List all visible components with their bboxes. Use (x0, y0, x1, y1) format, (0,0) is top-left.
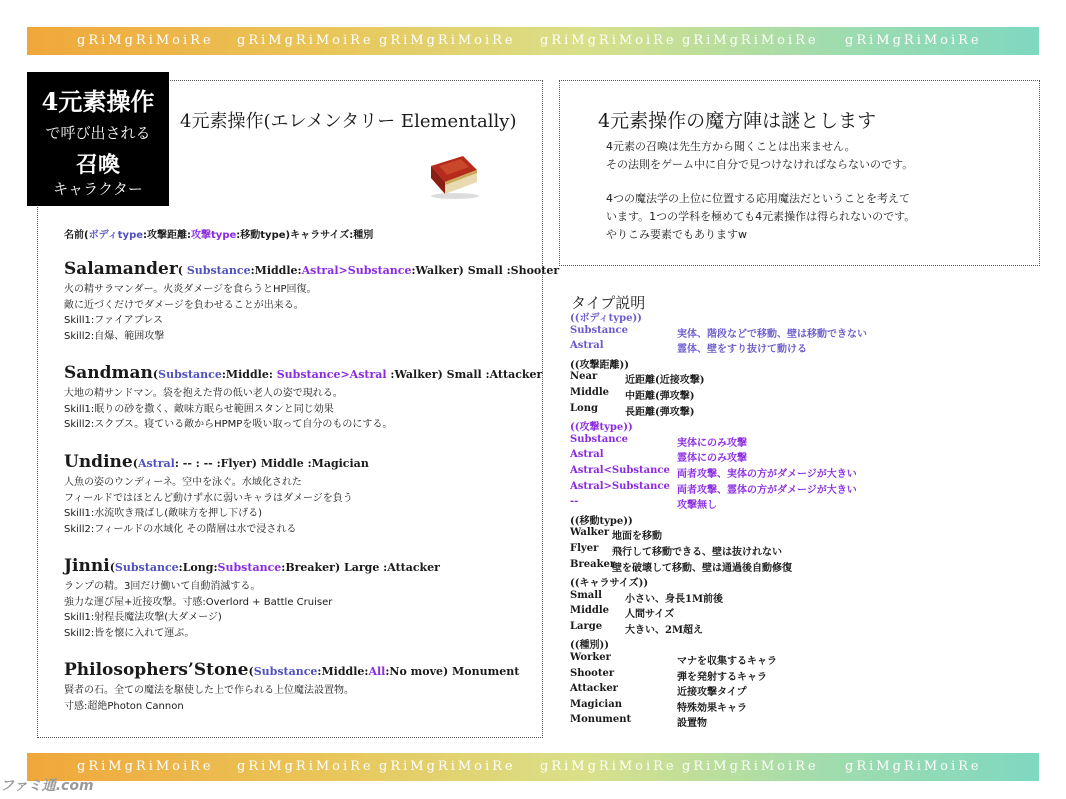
banner-word: gRiMgRiMoiRe (237, 759, 374, 774)
type-key: ((攻撃距離)) (570, 359, 629, 371)
type-value: 霊体にのみ攻撃 (677, 453, 747, 465)
type-key: Astral (570, 449, 604, 461)
type-row (570, 481, 990, 497)
type-key: ((移動type)) (570, 515, 633, 527)
entry-jinni: Jinni(Substance:Long:Substance:Breaker) Large :Attacker ランプの精。3回だけ働いて自動消滅する。 強力な運び屋+近接攻撃。寸感:Overlord + Battle Cruiser Skill1:射程長魔法攻撃(大ダメージ) Skill2:皆を懐に入れて運ぶ。 (64, 556, 534, 641)
desc-line: Skill2:フィールドの水域化 その階層は水で浸される (64, 523, 297, 535)
type-value: 大きい、2M超え (625, 624, 704, 636)
type-row (570, 512, 990, 528)
type-key: Walker (570, 527, 610, 539)
entry-philosophers-stone: Philosophers’Stone(Substance:Middle:All:No move) Monument 賢者の石。全ての魔法を駆使した上で作られる上位魔法設置物。 寸感:超絶Photon Cannon (64, 660, 534, 714)
banner-word: gRiMgRiMoiRe (540, 759, 677, 774)
banner-word: gRiMgRiMoiRe (540, 33, 677, 48)
banner-word: gRiMgRiMoiRe (682, 759, 819, 774)
title-line-4: キャラクター (53, 180, 143, 198)
type-row (570, 465, 990, 481)
desc-line: 大地の精サンドマン。袋を抱えた背の低い老人の姿で現れる。 (64, 388, 343, 399)
type-row (570, 543, 990, 559)
type-key: Large (570, 620, 603, 632)
magic-circle-paragraph-1: 4元素の召喚は先生方から聞くことは出来ません。 その法則をゲーム中に自分で見つけなければならないのです。 (606, 140, 914, 171)
title-box (27, 72, 169, 206)
type-row (570, 636, 990, 652)
type-value: 両者攻撃、霊体の方がダメージが大きい (677, 484, 857, 496)
type-key: Flyer (570, 542, 599, 554)
type-row (570, 574, 990, 590)
banner-word: gRiMgRiMoiRe (77, 33, 214, 48)
type-key: Near (570, 371, 598, 383)
type-key: Astral (570, 340, 604, 352)
type-value: 攻撃無し (677, 500, 717, 512)
type-row (570, 590, 990, 606)
banner-word: gRiMgRiMoiRe (379, 759, 516, 774)
bottom-banner (27, 753, 1039, 781)
type-explanation-title: タイプ説明 (571, 294, 646, 312)
type-row (570, 605, 990, 621)
desc-line: 敵に近づくだけでダメージを負わせることが出来る。 (64, 299, 304, 311)
desc-line: 寸感:超絶Photon Cannon (64, 700, 184, 712)
desc-line: フィールドではほとんど動けず水に弱いキャラはダメージを負う (64, 492, 353, 504)
title-line-3: 召喚 (75, 152, 120, 178)
type-key: Long (570, 402, 598, 414)
type-value: 小さい、身長1M前後 (625, 593, 724, 605)
desc-line: Skill1:水流吹き飛ばし(敵味方を押し下げる) (64, 508, 263, 519)
title-line-1: 4元素操作 (41, 87, 155, 116)
type-row (570, 387, 990, 403)
type-value: 近距離(近接攻撃) (625, 375, 705, 387)
type-key: Substance (570, 324, 628, 336)
famitsu-logo: ファミ通.com (0, 778, 94, 794)
desc-line: Skill1:射程長魔法攻撃(大ダメージ) (64, 612, 222, 623)
desc-line: Skill1:眠りの砂を撒く、敵味方眠らせ範囲スタンと同じ効果 (64, 403, 334, 415)
type-row (570, 668, 990, 684)
type-row (570, 371, 990, 387)
spellbook-icon (425, 152, 481, 200)
entry-undine: Undine(Astral: -- : -- :Flyer) Middle :Magician 人魚の姿のウンディーネ。空中を泳ぐ。水域化された フィールドではほとんど動けず水に弱いキャラはダメージを負う Skill1:水流吹き飛ばし(敵味方を押し下げる) Skill2:フィールドの水域化 その階層は水で浸される (64, 452, 534, 537)
entry-sandman: Sandman(Substance:Middle: Substance>Astral :Walker) Small :Attacker 大地の精サンドマン。袋を抱えた背の低い老人の姿で現れる。 Skill1:眠りの砂を撒く、敵味方眠らせ範囲スタンと同じ効果 Skill2:スクブス。寝ている敵からHPMPを吸い取って自分のものにする。 (64, 363, 534, 433)
type-value: 長距離(弾攻撃) (625, 406, 695, 418)
type-key: Middle (570, 605, 610, 617)
type-key: -- (570, 496, 579, 508)
desc-line: ランプの精。3回だけ働いて自動消滅する。 (64, 581, 261, 592)
type-row (570, 621, 990, 637)
type-key: Magician (570, 698, 622, 710)
magic-circle-heading: 4元素操作の魔方陣は謎とします (598, 110, 877, 132)
type-row (570, 652, 990, 668)
type-key: Worker (570, 652, 611, 664)
type-value: 壁を破壊して移動、壁は通過後自動修復 (612, 562, 792, 574)
type-row (570, 325, 990, 341)
type-value: 実体、階段などで移動、壁は移動できない (677, 328, 867, 340)
desc-line: 賢者の石。全ての魔法を駆使した上で作られる上位魔法設置物。 (64, 685, 354, 696)
type-key: ((ボディtype)) (570, 313, 642, 324)
type-key: Monument (570, 714, 632, 726)
magic-circle-paragraph-2: 4つの魔法学の上位に位置する応用魔法だということを考えて います。1つの学科を極めても4元素操作は得られないのです。 やりこみ要素でもありますw (606, 192, 916, 241)
type-value: 霊体、壁をすり抜けて動ける (677, 344, 807, 356)
name-format-header: 名前(ボディtype:攻撃距離:攻撃type:移動type)キャラサイズ:種別 (64, 230, 374, 241)
type-key: Substance (570, 433, 628, 445)
type-value: 特殊効果キャラ (677, 702, 747, 714)
desc-line: Skill2:皆を懐に入れて運ぶ。 (64, 627, 195, 639)
desc-line: Skill1:ファイアブレス (64, 315, 164, 326)
type-key: ((攻撃type)) (570, 422, 633, 434)
type-row (570, 418, 990, 434)
type-key: Small (570, 589, 602, 601)
elemental-heading: 4元素操作(エレメンタリー Elementally) (180, 111, 517, 132)
desc-line: Skill2:自爆、範囲攻撃 (64, 330, 165, 342)
banner-word: gRiMgRiMoiRe (682, 33, 819, 48)
type-row (570, 356, 990, 372)
title-line-2: で呼び出される (45, 124, 151, 142)
type-row (570, 699, 990, 715)
type-row (570, 559, 990, 575)
top-banner (27, 27, 1039, 55)
type-row (570, 683, 990, 699)
type-value: 実体にのみ攻撃 (677, 437, 747, 449)
desc-line: 人魚の姿のウンディーネ。空中を泳ぐ。水域化された (64, 477, 302, 488)
type-row (570, 340, 990, 356)
type-value: 飛行して移動できる、壁は抜けれない (612, 546, 782, 558)
type-value: 弾を発射するキャラ (677, 671, 767, 683)
desc-line: Skill2:スクブス。寝ている敵からHPMPを吸い取って自分のものにする。 (64, 419, 393, 430)
banner-word: gRiMgRiMoiRe (379, 33, 516, 48)
type-row (570, 434, 990, 450)
type-value: 人間サイズ (625, 609, 675, 621)
banner-word: gRiMgRiMoiRe (845, 33, 982, 48)
type-row (570, 496, 990, 512)
type-value: 地面を移動 (612, 531, 662, 543)
type-row (570, 714, 990, 730)
type-row (570, 309, 990, 325)
type-value: 両者攻撃、実体の方がダメージが大きい (677, 468, 857, 480)
banner-word: gRiMgRiMoiRe (77, 759, 214, 774)
type-value: 設置物 (677, 718, 707, 730)
entry-salamander: Salamander( Substance:Middle:Astral>Substance:Walker) Small :Shooter 火の精サラマンダー。火炎ダメージを食らうとHP回復。 敵に近づくだけでダメージを負わせることが出来る。 Skill1:ファイアブレス Skill2:自爆、範囲攻撃 (64, 259, 534, 344)
type-key: Shooter (570, 667, 615, 679)
banner-word: gRiMgRiMoiRe (237, 33, 374, 48)
type-explanation-list (570, 309, 990, 730)
type-key: ((キャラサイズ)) (570, 578, 649, 590)
type-key: Middle (570, 386, 610, 398)
type-key: Astral<Substance (570, 464, 670, 476)
type-row (570, 403, 990, 419)
type-key: Breaker (570, 558, 616, 570)
type-row (570, 449, 990, 465)
type-key: Astral>Substance (570, 480, 670, 492)
desc-line: 強力な運び屋+近接攻撃。寸感:Overlord + Battle Cruiser (64, 596, 333, 608)
type-value: 中距離(弾攻撃) (625, 390, 695, 402)
type-key: Attacker (570, 683, 618, 695)
type-key: ((種別)) (570, 640, 609, 652)
banner-word: gRiMgRiMoiRe (845, 759, 982, 774)
type-row (570, 527, 990, 543)
type-value: 近接攻撃タイプ (677, 687, 747, 699)
desc-line: 火の精サラマンダー。火炎ダメージを食らうとHP回復。 (64, 284, 317, 295)
type-value: マナを収集するキャラ (677, 656, 777, 668)
